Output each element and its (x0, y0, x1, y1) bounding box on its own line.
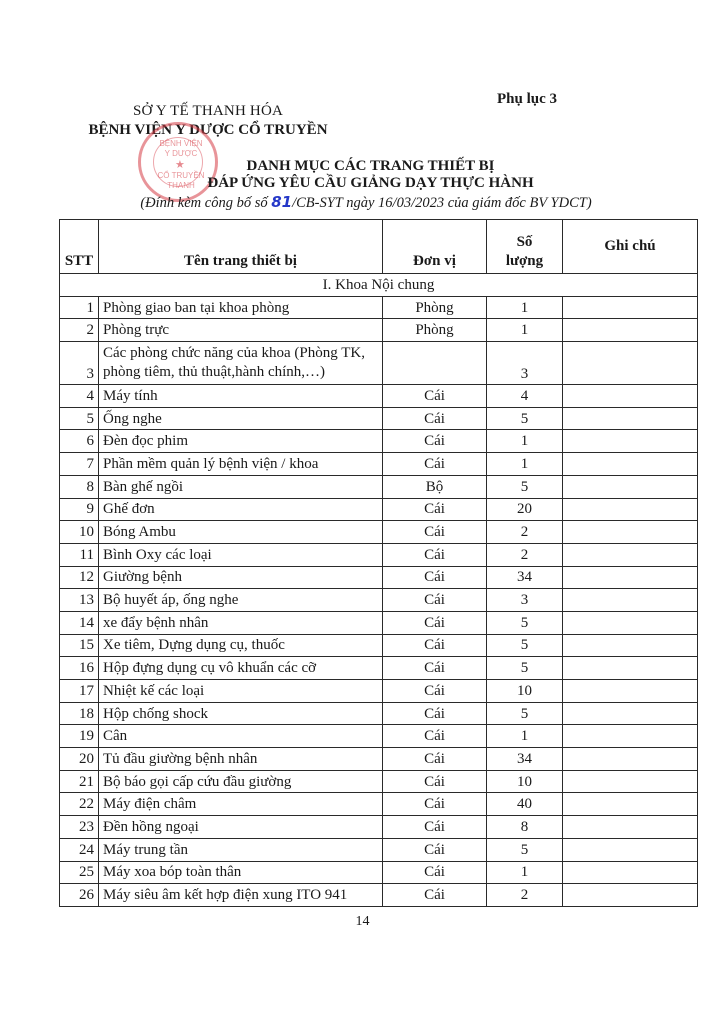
row-stt: 12 (60, 566, 99, 589)
document-title: DANH MỤC CÁC TRANG THIẾT BỊ (246, 158, 495, 174)
row-note (563, 680, 698, 703)
row-unit: Cái (383, 861, 487, 884)
appendix-label: Phụ lục 3 (497, 91, 558, 107)
row-unit: Cái (383, 385, 487, 408)
row-stt: 3 (60, 342, 99, 385)
row-stt: 2 (60, 319, 99, 342)
row-name: Đèn đọc phim (99, 430, 383, 453)
row-note (563, 589, 698, 612)
row-unit: Bộ (383, 475, 487, 498)
table-row (60, 725, 698, 748)
hospital-name: BỆNH VIỆN Y DƯỢC CỔ TRUYỀN (88, 122, 328, 138)
row-qty: 40 (487, 793, 563, 816)
row-note (563, 770, 698, 793)
row-unit: Cái (383, 838, 487, 861)
row-name: Nhiệt kế các loại (99, 680, 383, 703)
row-name: Cân (99, 725, 383, 748)
row-qty: 5 (487, 475, 563, 498)
row-unit: Cái (383, 407, 487, 430)
header-left (88, 102, 328, 140)
row-unit: Cái (383, 566, 487, 589)
row-unit: Phòng (383, 296, 487, 319)
row-note (563, 296, 698, 319)
table-row (60, 861, 698, 884)
row-note (563, 453, 698, 476)
row-stt: 17 (60, 680, 99, 703)
row-unit: Cái (383, 702, 487, 725)
row-name: Bóng Ambu (99, 521, 383, 544)
row-note (563, 702, 698, 725)
row-name: Ống nghe (99, 407, 383, 430)
row-name: Bộ báo gọi cấp cứu đầu giường (99, 770, 383, 793)
row-name: Tủ đầu giường bệnh nhân (99, 748, 383, 771)
row-unit: Cái (383, 430, 487, 453)
row-note (563, 430, 698, 453)
row-stt: 11 (60, 543, 99, 566)
table-row (60, 634, 698, 657)
document-title-line2: ĐÁP ỨNG YÊU CẦU GIẢNG DẠY THỰC HÀNH (207, 175, 534, 191)
row-qty: 1 (487, 861, 563, 884)
row-note (563, 498, 698, 521)
row-note (563, 634, 698, 657)
stamp-star-icon: ★ (175, 159, 185, 171)
header-qty-line2: lượng (505, 253, 544, 269)
table-row (60, 342, 698, 385)
table-row (60, 770, 698, 793)
row-unit: Cái (383, 634, 487, 657)
row-qty: 2 (487, 521, 563, 544)
row-stt: 14 (60, 611, 99, 634)
table-row (60, 657, 698, 680)
table-row (60, 611, 698, 634)
row-unit: Cái (383, 770, 487, 793)
row-unit (383, 342, 487, 385)
table-row (60, 838, 698, 861)
table-row (60, 385, 698, 408)
row-note (563, 566, 698, 589)
row-stt: 24 (60, 838, 99, 861)
row-qty: 5 (487, 407, 563, 430)
header-qty-line1: Số (516, 234, 533, 250)
table-row (60, 498, 698, 521)
row-note (563, 521, 698, 544)
row-qty: 34 (487, 566, 563, 589)
row-stt: 15 (60, 634, 99, 657)
row-qty: 20 (487, 498, 563, 521)
row-unit: Cái (383, 498, 487, 521)
stamp-text: CỔ TRUYỀN (157, 171, 205, 180)
row-name: Phòng trực (99, 319, 383, 342)
row-note (563, 725, 698, 748)
row-name: Bộ huyết áp, ống nghe (99, 589, 383, 612)
header-unit: Đơn vị (383, 220, 487, 274)
row-qty: 1 (487, 453, 563, 476)
row-stt: 5 (60, 407, 99, 430)
page-number: 14 (355, 914, 370, 929)
table-row (60, 453, 698, 476)
row-name: Phần mềm quản lý bệnh viện / khoa (99, 453, 383, 476)
row-qty: 10 (487, 770, 563, 793)
row-qty: 10 (487, 680, 563, 703)
row-qty: 5 (487, 702, 563, 725)
row-qty: 3 (487, 589, 563, 612)
row-note (563, 861, 698, 884)
row-stt: 7 (60, 453, 99, 476)
row-name: Máy siêu âm kết hợp điện xung ITO 941 (99, 884, 383, 907)
row-stt: 18 (60, 702, 99, 725)
table-row (60, 319, 698, 342)
row-note (563, 793, 698, 816)
row-name: Máy xoa bóp toàn thân (99, 861, 383, 884)
row-stt: 23 (60, 816, 99, 839)
row-name: Máy tính (99, 385, 383, 408)
row-note (563, 319, 698, 342)
table-row (60, 589, 698, 612)
row-unit: Cái (383, 816, 487, 839)
table-row (60, 543, 698, 566)
row-note (563, 475, 698, 498)
row-note (563, 543, 698, 566)
row-stt: 13 (60, 589, 99, 612)
table-row (60, 816, 698, 839)
row-unit: Cái (383, 453, 487, 476)
row-name: Máy trung tần (99, 838, 383, 861)
table-row (60, 407, 698, 430)
row-unit: Cái (383, 543, 487, 566)
table-row (60, 430, 698, 453)
row-qty: 3 (487, 342, 563, 385)
table-row (60, 884, 698, 907)
row-stt: 8 (60, 475, 99, 498)
row-unit: Cái (383, 680, 487, 703)
row-stt: 6 (60, 430, 99, 453)
row-qty: 2 (487, 543, 563, 566)
row-qty: 34 (487, 748, 563, 771)
row-unit: Cái (383, 589, 487, 612)
section-title: I. Khoa Nội chung (60, 274, 698, 297)
row-qty: 8 (487, 816, 563, 839)
document-subtitle (96, 193, 636, 212)
row-stt: 21 (60, 770, 99, 793)
row-name: Giường bệnh (99, 566, 383, 589)
row-unit: Phòng (383, 319, 487, 342)
row-qty: 1 (487, 430, 563, 453)
row-stt: 26 (60, 884, 99, 907)
row-note (563, 407, 698, 430)
row-qty: 5 (487, 657, 563, 680)
row-name: Hộp đựng dụng cụ vô khuẩn các cỡ (99, 657, 383, 680)
row-unit: Cái (383, 748, 487, 771)
row-unit: Cái (383, 611, 487, 634)
section-row (60, 274, 698, 297)
row-unit: Cái (383, 884, 487, 907)
header-note: Ghi chú (563, 220, 698, 274)
subtitle-suffix: /CB-SYT ngày 16/03/2023 của giám đốc BV YDCT) (292, 195, 592, 211)
stamp-text: THANH (167, 181, 195, 190)
row-stt: 9 (60, 498, 99, 521)
row-stt: 22 (60, 793, 99, 816)
table-row (60, 748, 698, 771)
row-stt: 20 (60, 748, 99, 771)
table-header-row (60, 220, 698, 274)
table-row (60, 296, 698, 319)
row-name: Ghế đơn (99, 498, 383, 521)
table-row (60, 566, 698, 589)
row-note (563, 657, 698, 680)
row-name: Hộp chống shock (99, 702, 383, 725)
row-name: Bình Oxy các loại (99, 543, 383, 566)
equipment-table (59, 219, 698, 907)
row-stt: 1 (60, 296, 99, 319)
row-stt: 25 (60, 861, 99, 884)
row-unit: Cái (383, 657, 487, 680)
row-qty: 1 (487, 725, 563, 748)
subtitle-prefix: (Đính kèm công bố số (140, 195, 272, 211)
row-note (563, 884, 698, 907)
row-unit: Cái (383, 521, 487, 544)
row-note (563, 611, 698, 634)
department-name: SỞ Y TẾ THANH HÓA (132, 103, 284, 119)
row-qty: 5 (487, 634, 563, 657)
row-stt: 4 (60, 385, 99, 408)
row-qty: 2 (487, 884, 563, 907)
row-qty: 5 (487, 611, 563, 634)
stamp-text: Y DƯỢC (164, 149, 198, 158)
stamp-text: BỆNH VIỆN (159, 139, 203, 148)
row-name: Máy điện châm (99, 793, 383, 816)
row-name: xe đẩy bệnh nhân (99, 611, 383, 634)
row-note (563, 838, 698, 861)
row-note (563, 342, 698, 385)
row-qty: 1 (487, 319, 563, 342)
row-unit: Cái (383, 793, 487, 816)
row-stt: 16 (60, 657, 99, 680)
table-row (60, 680, 698, 703)
row-name: Phòng giao ban tại khoa phòng (99, 296, 383, 319)
row-name: Đền hồng ngoại (99, 816, 383, 839)
row-name: Các phòng chức năng của khoa (Phòng TK, phòng tiêm, thủ thuật,hành chính,…) (99, 342, 383, 385)
row-note (563, 816, 698, 839)
table-row (60, 521, 698, 544)
row-note (563, 748, 698, 771)
row-unit: Cái (383, 725, 487, 748)
row-qty: 5 (487, 838, 563, 861)
table-row (60, 702, 698, 725)
row-name: Xe tiêm, Dựng dụng cụ, thuốc (99, 634, 383, 657)
row-name: Bàn ghế ngồi (99, 475, 383, 498)
row-stt: 19 (60, 725, 99, 748)
row-note (563, 385, 698, 408)
table-row (60, 793, 698, 816)
row-stt: 10 (60, 521, 99, 544)
header-qty (487, 220, 563, 274)
header-name: Tên trang thiết bị (99, 220, 383, 274)
row-qty: 1 (487, 296, 563, 319)
header-stt: STT (60, 220, 99, 274)
row-qty: 4 (487, 385, 563, 408)
handwritten-number: 81 (271, 193, 293, 211)
table-row (60, 475, 698, 498)
